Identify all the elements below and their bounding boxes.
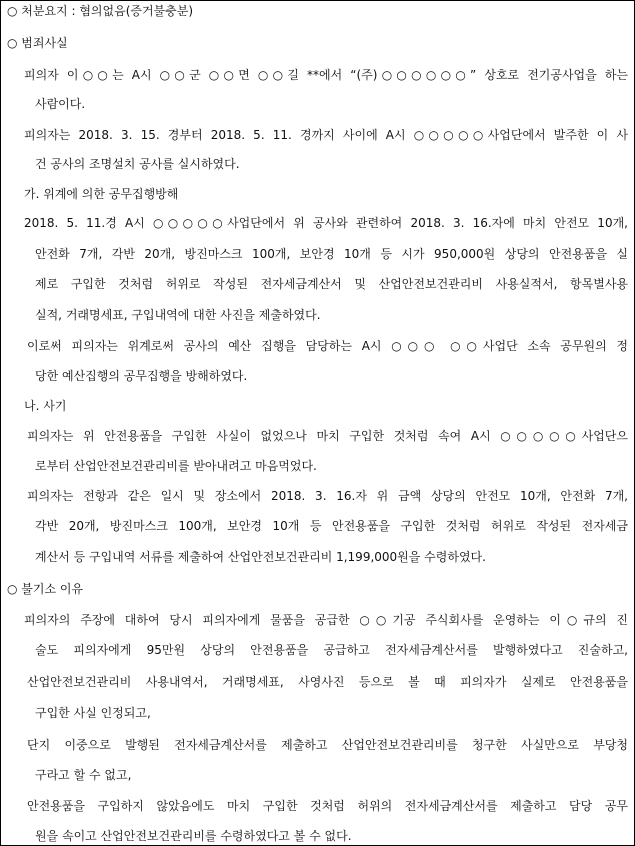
paragraph-line: 피의자의 주장에 대하여 당시 피의자에게 물품을 공급한 ○○기공 주식회사를 운영하는 이○규의 진 — [24, 613, 628, 627]
paragraph-line: 건 공사의 조명설치 공사를 실시하였다. — [35, 157, 240, 171]
heading-non-prosecution-reason: ○ 불기소 이유 — [7, 582, 84, 596]
paragraph-line: 로부터 산업안전보건관리비를 받아내려고 마음먹었다. — [35, 459, 317, 473]
paragraph-line: 피의자는 위 안전용품을 구입한 사실이 없었으나 마치 구입한 것처럼 속여 A시 ○○○○○사업단으 — [27, 429, 628, 443]
paragraph-line: 계산서 등 구입내역 서류를 제출하여 산업안전보건관리비 1,199,000원을 수령하였다. — [35, 550, 486, 564]
paragraph-line: 제로 구입한 것처럼 허위로 작성된 전자세금계산서 및 산업안전보건관리비 사용실적서, 항목별사용 — [35, 277, 628, 291]
paragraph-line: 산업안전보건관리비 사용내역서, 거래명세표, 사영사진 등으로 볼 때 피의자가 실제로 안전용품을 — [27, 675, 628, 689]
paragraph-line: 사람이다. — [35, 97, 86, 111]
paragraph-line: 각반 20개, 방진마스크 100개, 보안경 10개 등 안전용품을 구입한 것처럼 허위로 작성된 전자세금 — [35, 519, 628, 533]
paragraph-line: 피의자는 2018. 3. 15. 경부터 2018. 5. 11. 경까지 사이에 A시 ○○○○○사업단에서 발주한 이 사 — [24, 128, 628, 142]
paragraph-line: 안전용품을 구입하지 않았음에도 마치 구입한 것처럼 허위의 전자세금계산서를 제출하고 담당 공무 — [27, 799, 628, 813]
paragraph-line: 술도 피의자에게 95만원 상당의 안전용품을 공급하고 전자세금계산서를 발행하였다고 진술하고, — [35, 643, 628, 657]
paragraph-line: 구입한 사실 인정되고, — [35, 706, 151, 720]
subheading-fraud: 나. 사기 — [24, 399, 67, 413]
paragraph-line: 실적, 거래명세표, 구입내역에 대한 사진을 제출하였다. — [35, 308, 321, 322]
paragraph-line: 피의자는 전항과 같은 일시 및 장소에서 2018. 3. 16.자 위 금액 상당의 안전모 10개, 안전화 7개, — [27, 489, 628, 503]
paragraph-line: 이로써 피의자는 위계로써 공사의 예산 집행을 담당하는 A시 ○○○ ○○사업단 소속 공무원의 정 — [27, 339, 628, 353]
paragraph-line: 원을 속이고 산업안전보건관리비를 수령하였다고 볼 수 없다. — [35, 829, 352, 843]
paragraph-line: 구라고 할 수 없고, — [35, 768, 132, 782]
paragraph-line: 피의자 이○○는 A시 ○○군 ○○면 ○○길 **에서 “(주)○○○○○○” 상호로 전기공사업을 하는 — [24, 68, 628, 82]
paragraph-line: 2018. 5. 11.경 A시 ○○○○○사업단에서 위 공사와 관련하여 2018. 3. 16.자에 마치 안전모 10개, — [24, 216, 628, 230]
paragraph-line: 당한 예산집행의 공무집행을 방해하였다. — [35, 369, 248, 383]
heading-disposition-summary: ○ 처분요지 : 혐의없음(증거불충분) — [7, 4, 194, 18]
paragraph-line: 안전화 7개, 각반 20개, 방진마스크 100개, 보안경 10개 등 시가 950,000원 상당의 안전용품을 실 — [35, 247, 628, 261]
subheading-obstruction: 가. 위계에 의한 공무집행방해 — [24, 187, 179, 201]
paragraph-line: 단지 이중으로 발행된 전자세금계산서를 제출하고 산업안전보건관리비를 청구한 사실만으로 부당청 — [27, 738, 628, 752]
heading-criminal-facts: ○ 범죄사실 — [7, 36, 68, 50]
